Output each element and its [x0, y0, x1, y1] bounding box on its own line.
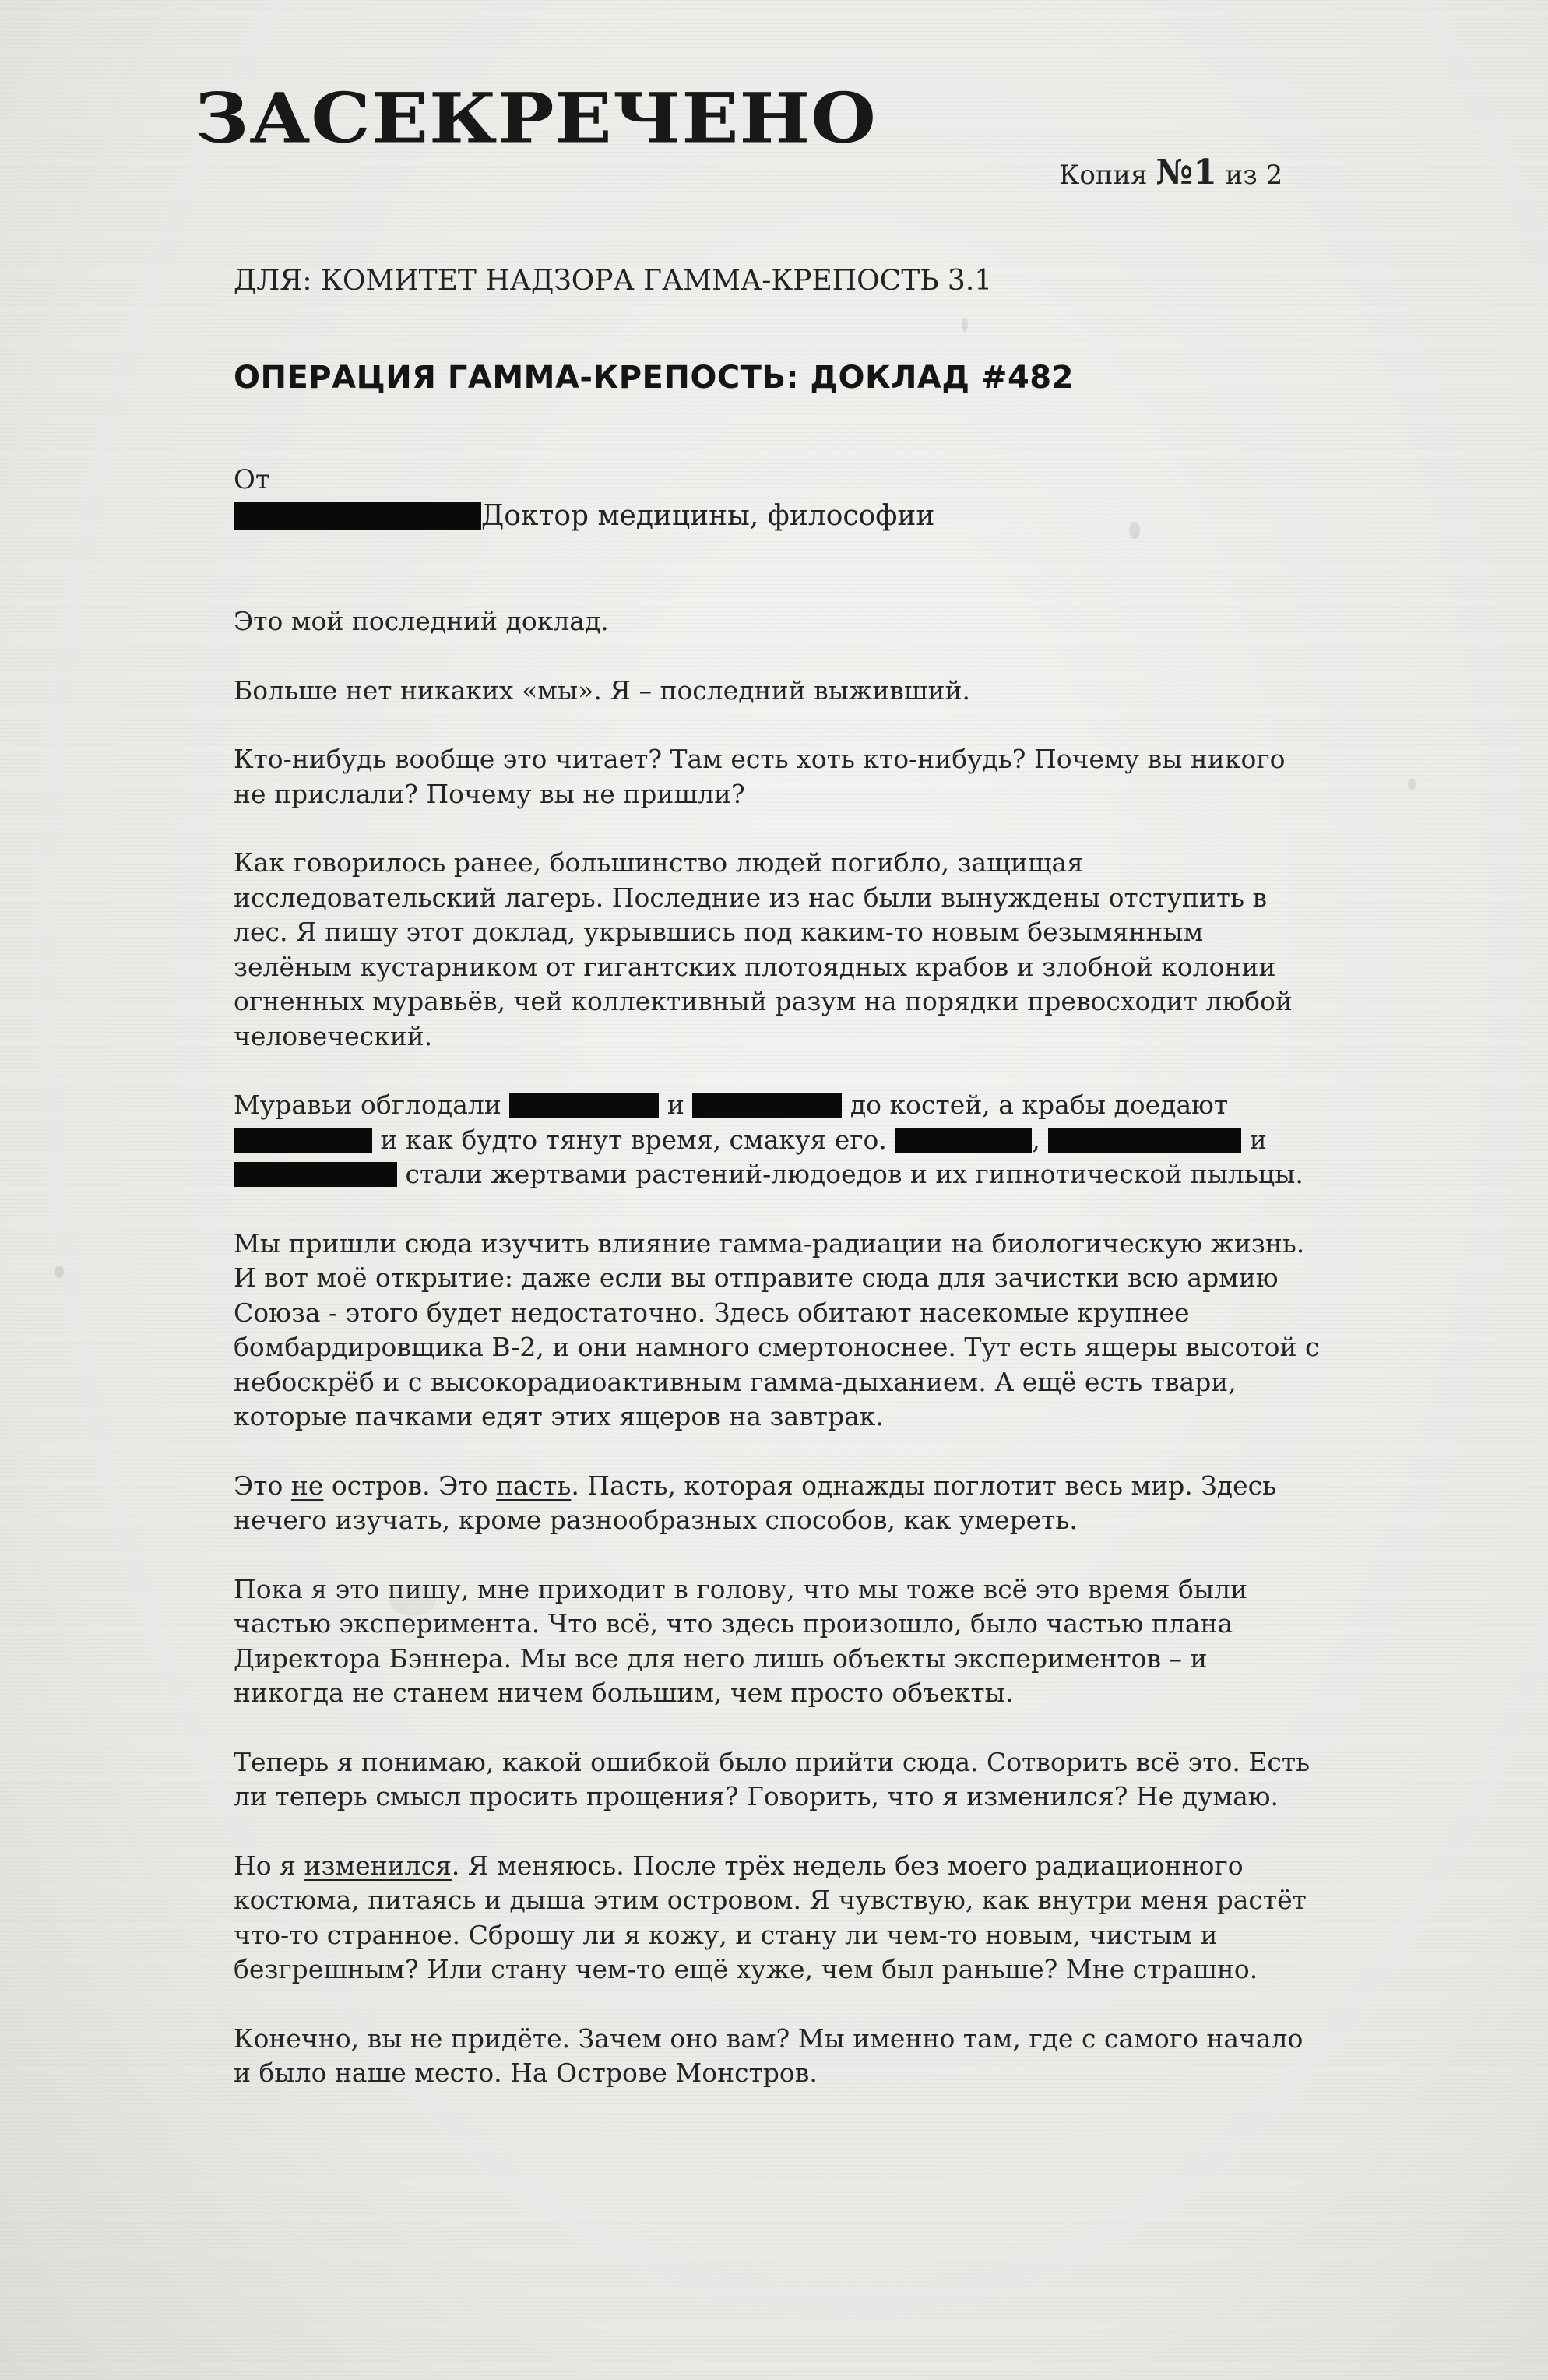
- paragraph: Конечно, вы не придёте. Зачем оно вам? Мы именно там, где с самого начало и было наше место. На Острове Монстров.: [234, 2023, 1303, 2088]
- paragraph-island-mouth: [234, 1469, 1324, 1538]
- paragraph: Кто-нибудь вообще это читает? Там есть хоть кто-нибудь? Почему вы никого не прислали? Почему вы не пришли?: [234, 744, 1286, 809]
- text-span: . Пасть, которая однажды поглотит весь мир. Здесь нечего изучать, кроме разнообразных способов, как умереть.: [234, 1470, 1277, 1535]
- copy-number: [1059, 153, 1282, 192]
- author-credentials: Доктор медицины, философии: [481, 500, 935, 532]
- text-span: стали жертвами растений-людоедов и их гипнотической пыльцы.: [405, 1159, 1303, 1189]
- text-span: ,: [1032, 1124, 1040, 1155]
- paragraph: Как говорилось ранее, большинство людей погибло, защищая исследовательский лагерь. Последние из нас были вынуждены отступить в лес. Я пишу этот доклад, укрывшись под каким-то новым безымянным зелёным кустарником от гигантских плотоядных крабов и злобной колонии огненных муравьёв, чей коллективный разум на порядки превосходит любой человеческий.: [234, 847, 1293, 1051]
- underlined-word: изменился: [304, 1850, 452, 1881]
- text-span: до костей, а крабы доедают: [850, 1090, 1229, 1120]
- redacted-author-name: [234, 502, 481, 530]
- paragraph: Это мой последний доклад.: [234, 606, 609, 636]
- paragraph-redacted-victims: [234, 1088, 1324, 1192]
- text-span: Это: [234, 1470, 283, 1501]
- redacted-name: [509, 1093, 659, 1118]
- ink-smudge: [55, 1266, 64, 1278]
- classified-stamp: ЗАСЕКРЕЧЕНО: [195, 77, 877, 159]
- ink-smudge: [1408, 779, 1416, 790]
- ink-smudge: [962, 318, 968, 332]
- text-span: остров. Это: [331, 1470, 488, 1501]
- redacted-name: [234, 1128, 372, 1153]
- redacted-name: [1048, 1128, 1241, 1153]
- text-span: и как будто тянут время, смакуя его.: [380, 1124, 887, 1155]
- text-span: и: [1249, 1124, 1267, 1155]
- ink-smudge: [1129, 522, 1140, 539]
- report-title: ОПЕРАЦИЯ ГАММА-КРЕПОСТЬ: ДОКЛАД #482: [234, 360, 1074, 396]
- copy-prefix: Копия: [1059, 160, 1148, 191]
- recipient-line: ДЛЯ: КОМИТЕТ НАДЗОРА ГАММА-КРЕПОСТЬ 3.1: [234, 265, 993, 297]
- text-span: и: [667, 1090, 684, 1120]
- text-span: Но я: [234, 1850, 296, 1881]
- paragraph: Мы пришли сюда изучить влияние гамма-радиации на биологическую жизнь. И вот моё открытие: даже если вы отправите сюда для зачистки всю армию Союза - этого будет недостаточно. Здесь обитают насекомые крупнее бомбардировщика B-2, и они намного смертоноснее. Тут есть ящеры высотой с небоскрёб и с высокорадиоактивным гамма-дыханием. А ещё есть твари, которые пачками едят этих ящеров на завтрак.: [234, 1227, 1320, 1431]
- copy-number-sign: №: [1156, 153, 1194, 192]
- redacted-name: [895, 1128, 1032, 1153]
- redacted-name: [234, 1162, 397, 1187]
- paragraph: Теперь я понимаю, какой ошибкой было прийти сюда. Сотворить всё это. Есть ли теперь смысл просить прощения? Говорить, что я изменился? Не думаю.: [234, 1746, 1311, 1811]
- copy-suffix: из 2: [1225, 160, 1283, 191]
- underlined-word: не: [290, 1470, 324, 1501]
- copy-number-value: 1: [1193, 153, 1217, 192]
- text-span: . Я меняюсь. После трёх недель без моего радиационного костюма, питаясь и дыша этим островом. Я чувствую, как внутри меня растёт что-то странное. Сброшу ли я кожу, и стану ли чем-то новым, чистым и безгрешным? Или стану чем-то ещё хуже, чем был раньше? Мне страшно.: [234, 1850, 1307, 1984]
- underlined-word: пасть: [495, 1470, 572, 1501]
- paragraph-changed: [234, 1849, 1324, 1987]
- author-line: [234, 500, 934, 532]
- from-label: От: [234, 464, 270, 495]
- text-span: Муравьи обглодали: [234, 1090, 501, 1120]
- report-body: [234, 604, 1324, 2125]
- paragraph: Больше нет никаких «мы». Я – последний выживший.: [234, 674, 971, 706]
- redacted-name: [692, 1093, 842, 1118]
- paragraph: Пока я это пишу, мне приходит в голову, что мы тоже всё это время были частью эксперимента. Что всё, что здесь произошло, было частью плана Директора Бэннера. Мы все для него лишь объекты экспериментов – и никогда не станем ничем большим, чем просто объекты.: [234, 1573, 1248, 1708]
